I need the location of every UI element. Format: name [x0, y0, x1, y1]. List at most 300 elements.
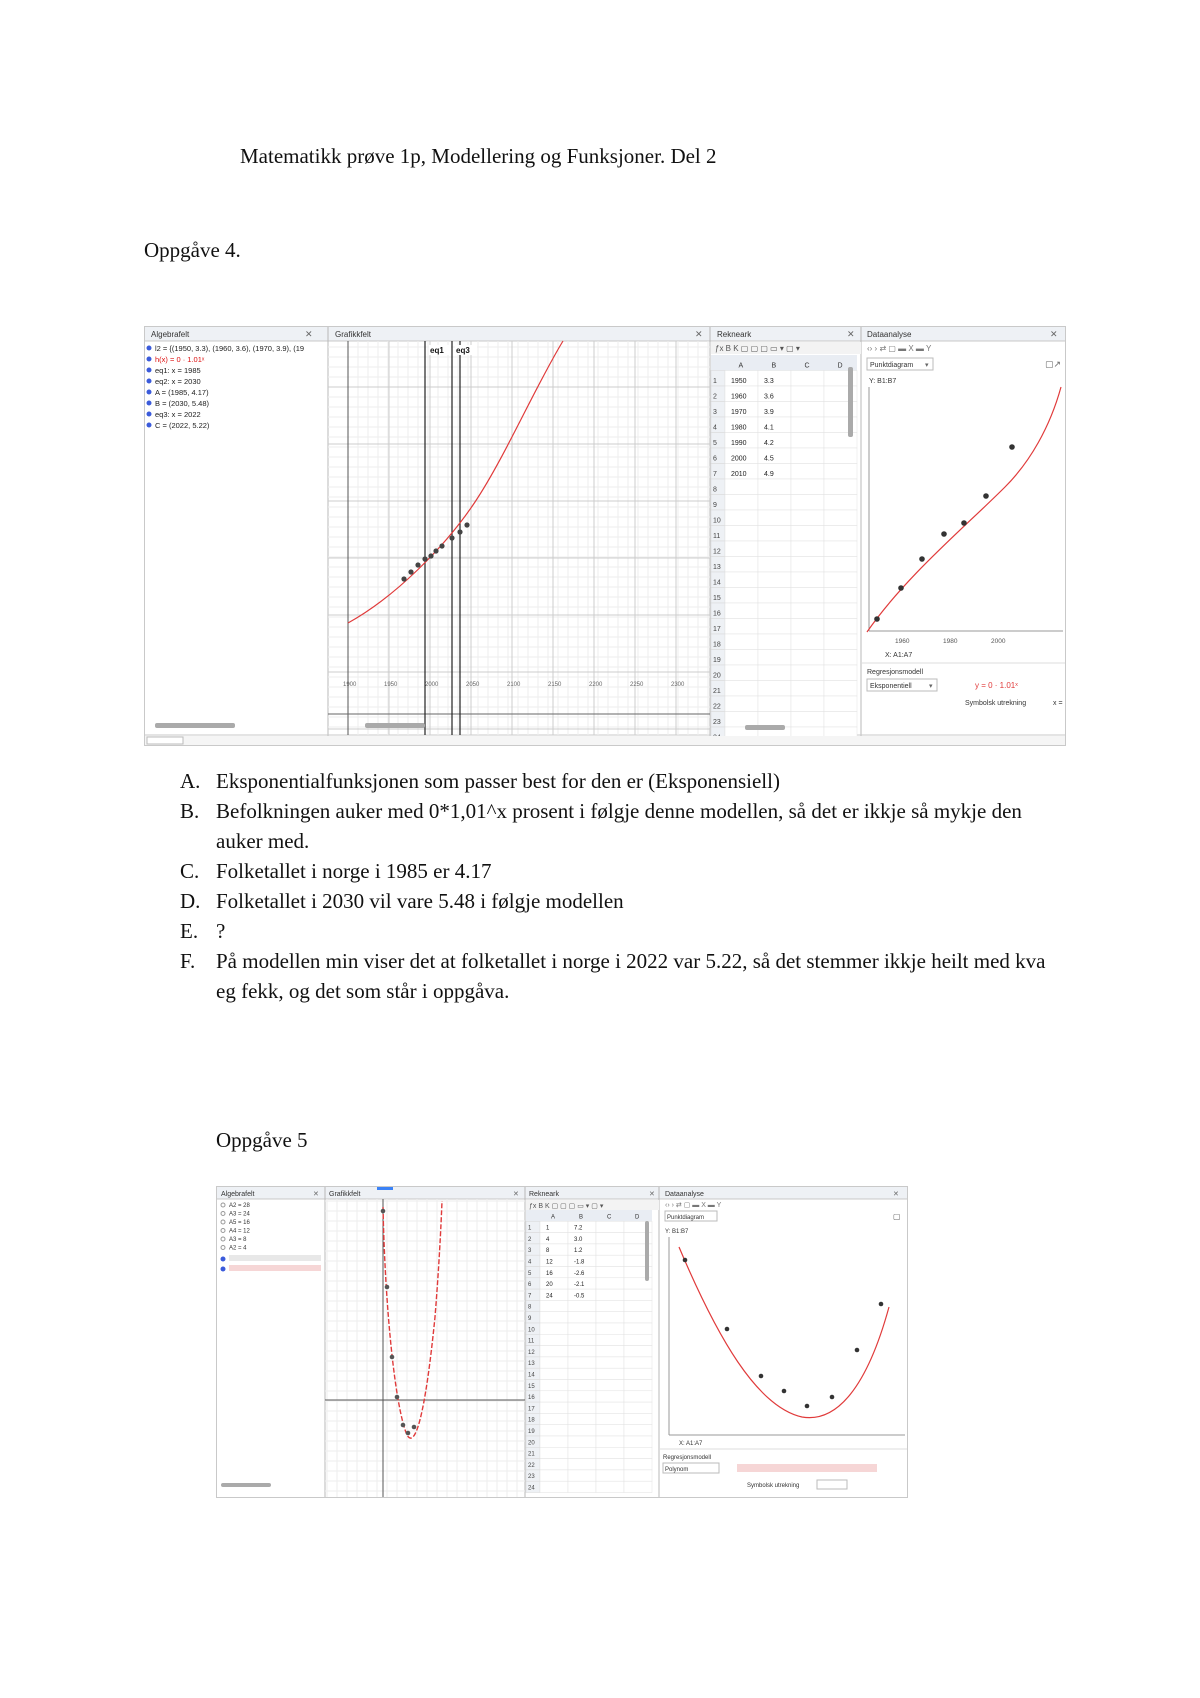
row-header[interactable]: 14 — [528, 1372, 535, 1379]
data-analysis-panel[interactable] — [659, 1191, 907, 1489]
data-point[interactable] — [406, 1431, 411, 1436]
spreadsheet-cell[interactable] — [624, 1425, 652, 1436]
spreadsheet-cell[interactable] — [540, 1447, 568, 1458]
spreadsheet-cell[interactable] — [624, 1368, 652, 1379]
spreadsheet-cell[interactable] — [540, 1300, 568, 1311]
visibility-toggle-icon[interactable] — [221, 1220, 225, 1224]
spreadsheet-cell[interactable] — [725, 510, 758, 526]
row-header[interactable]: 9 — [713, 502, 717, 509]
data-point[interactable] — [439, 543, 444, 548]
spreadsheet-cell[interactable] — [540, 1459, 568, 1470]
spreadsheet-cell[interactable] — [624, 1391, 652, 1402]
spreadsheet-cell[interactable] — [624, 1447, 652, 1458]
toolbar-icons[interactable]: ‹› › ⇄ ▢ ▬ X ▬ Y — [867, 344, 932, 353]
row-header[interactable]: 5 — [713, 440, 717, 447]
algebra-item[interactable]: h(x) = 0 · 1.01ˣ — [155, 355, 205, 364]
spreadsheet-cell[interactable] — [624, 1300, 652, 1311]
spreadsheet-cell[interactable] — [791, 712, 824, 728]
spreadsheet-cell[interactable] — [596, 1323, 624, 1334]
formula-bar-icon[interactable]: ƒx B K ▢ ▢ ▢ ▭ ▾ ▢ ▾ — [715, 344, 800, 353]
spreadsheet-cell[interactable] — [624, 1312, 652, 1323]
visibility-toggle-icon[interactable] — [147, 390, 152, 395]
spreadsheet-cell[interactable] — [824, 495, 857, 511]
spreadsheet-cell[interactable] — [596, 1312, 624, 1323]
data-point[interactable] — [401, 576, 406, 581]
spreadsheet-cell[interactable] — [540, 1380, 568, 1391]
spreadsheet-cell[interactable] — [758, 603, 791, 619]
spreadsheet-cell[interactable] — [791, 526, 824, 542]
spreadsheet-cell[interactable] — [540, 1413, 568, 1424]
algebra-item[interactable]: eq3: x = 2022 — [155, 410, 201, 419]
spreadsheet-cell[interactable] — [568, 1425, 596, 1436]
data-point[interactable] — [830, 1395, 835, 1400]
row-header[interactable]: 4 — [713, 424, 717, 432]
algebra-item[interactable]: A2 = 4 — [229, 1245, 247, 1252]
row-header[interactable]: 8 — [713, 486, 717, 494]
spreadsheet-cell[interactable] — [540, 1346, 568, 1357]
spreadsheet-cell[interactable] — [791, 386, 824, 402]
spreadsheet-cell[interactable] — [540, 1278, 568, 1289]
spreadsheet-cell[interactable] — [758, 433, 791, 449]
spreadsheet-cell[interactable] — [568, 1380, 596, 1391]
horizontal-scrollbar[interactable] — [365, 723, 425, 728]
close-icon[interactable]: ✕ — [893, 1191, 899, 1198]
input-bar[interactable] — [147, 737, 183, 744]
visibility-toggle-icon[interactable] — [147, 368, 152, 373]
data-point[interactable] — [412, 1425, 417, 1430]
spreadsheet-cell[interactable] — [725, 603, 758, 619]
spreadsheet-cell[interactable] — [725, 712, 758, 728]
data-point[interactable] — [408, 569, 413, 574]
spreadsheet-cell[interactable] — [758, 665, 791, 681]
export-icon[interactable]: ▢↗ — [1045, 359, 1062, 369]
spreadsheet-cell[interactable] — [596, 1346, 624, 1357]
algebra-item[interactable]: C = (2022, 5.22) — [155, 421, 210, 430]
spreadsheet-cell[interactable] — [824, 650, 857, 666]
spreadsheet-cell[interactable] — [624, 1323, 652, 1334]
spreadsheet-cell[interactable] — [791, 464, 824, 480]
spreadsheet-cell[interactable] — [596, 1447, 624, 1458]
spreadsheet-cell[interactable] — [624, 1380, 652, 1391]
spreadsheet-cell[interactable] — [791, 510, 824, 526]
data-point[interactable] — [457, 529, 462, 534]
spreadsheet-cell[interactable] — [791, 665, 824, 681]
data-point[interactable] — [983, 493, 989, 499]
spreadsheet-cell[interactable] — [596, 1402, 624, 1413]
spreadsheet-cell[interactable] — [596, 1459, 624, 1470]
data-point[interactable] — [879, 1302, 884, 1307]
row-header[interactable]: 24 — [528, 1485, 535, 1492]
regression-function-item[interactable] — [229, 1265, 321, 1271]
data-point[interactable] — [919, 556, 925, 562]
spreadsheet-cell[interactable] — [725, 557, 758, 573]
spreadsheet-cell[interactable] — [540, 1436, 568, 1447]
spreadsheet-cell[interactable] — [596, 1267, 624, 1278]
spreadsheet-cell[interactable] — [540, 1289, 568, 1300]
spreadsheet-cell[interactable] — [791, 433, 824, 449]
spreadsheet-cell[interactable] — [791, 588, 824, 604]
spreadsheet-cell[interactable] — [725, 650, 758, 666]
row-header[interactable]: 22 — [528, 1462, 535, 1469]
spreadsheet-cell[interactable] — [791, 371, 824, 387]
row-header[interactable]: 21 — [528, 1451, 535, 1458]
spreadsheet-cell[interactable] — [568, 1470, 596, 1481]
spreadsheet-cell[interactable] — [596, 1470, 624, 1481]
spreadsheet-cell[interactable] — [758, 634, 791, 650]
toolbar-icons[interactable]: ‹› › ⇄ ▢ ▬ X ▬ Y — [665, 1202, 722, 1209]
row-header[interactable]: 16 — [528, 1395, 535, 1402]
spreadsheet-cell[interactable] — [758, 681, 791, 697]
row-header[interactable]: 10 — [528, 1327, 535, 1334]
row-header[interactable]: 15 — [528, 1383, 535, 1390]
export-icon[interactable]: ▢ — [893, 1212, 901, 1221]
row-header[interactable]: 2 — [713, 393, 717, 401]
spreadsheet-cell[interactable] — [758, 696, 791, 712]
spreadsheet-cell[interactable] — [568, 1357, 596, 1368]
spreadsheet-cell[interactable] — [596, 1334, 624, 1345]
spreadsheet-cell[interactable] — [758, 386, 791, 402]
row-header[interactable]: 6 — [528, 1282, 532, 1289]
visibility-toggle-icon[interactable] — [147, 423, 152, 428]
vertical-scrollbar[interactable] — [645, 1221, 649, 1281]
row-header[interactable]: 19 — [528, 1429, 535, 1435]
plot-type-select[interactable]: Punktdiagram — [667, 1215, 705, 1221]
algebra-item[interactable]: A3 = 8 — [229, 1237, 247, 1243]
row-header[interactable]: 21 — [713, 688, 721, 695]
regression-model-select[interactable]: Eksponentiell — [870, 683, 912, 690]
visibility-toggle-icon[interactable] — [221, 1229, 225, 1233]
symbolic-input[interactable] — [817, 1480, 847, 1489]
column-header[interactable]: C — [607, 1214, 612, 1221]
spreadsheet-cell[interactable] — [568, 1368, 596, 1379]
algebra-panel[interactable] — [147, 329, 313, 728]
row-header[interactable]: 6 — [713, 455, 717, 463]
spreadsheet-cell[interactable] — [624, 1436, 652, 1447]
regression-model-select[interactable]: Polynom — [665, 1467, 689, 1473]
spreadsheet-cell[interactable] — [624, 1481, 652, 1492]
spreadsheet-cell[interactable] — [791, 495, 824, 511]
spreadsheet-cell[interactable] — [540, 1255, 568, 1266]
spreadsheet-cell[interactable] — [596, 1244, 624, 1255]
visibility-toggle-icon[interactable] — [147, 346, 152, 351]
spreadsheet-cell[interactable] — [824, 588, 857, 604]
regression-curve[interactable] — [867, 387, 1061, 632]
spreadsheet-cell[interactable] — [791, 402, 824, 418]
spreadsheet-cell[interactable] — [791, 448, 824, 464]
spreadsheet-cell[interactable] — [568, 1413, 596, 1424]
spreadsheet-cell[interactable] — [758, 557, 791, 573]
spreadsheet-cell[interactable] — [791, 681, 824, 697]
data-point[interactable] — [759, 1374, 764, 1379]
spreadsheet-cell[interactable] — [568, 1402, 596, 1413]
spreadsheet-cell[interactable] — [758, 650, 791, 666]
row-header[interactable]: 5 — [528, 1270, 532, 1277]
spreadsheet-cell[interactable] — [596, 1425, 624, 1436]
spreadsheet-cell[interactable] — [758, 712, 791, 728]
spreadsheet-cell[interactable] — [596, 1380, 624, 1391]
row-header[interactable]: 11 — [713, 533, 721, 540]
spreadsheet-cell[interactable] — [568, 1391, 596, 1402]
close-icon[interactable]: ✕ — [1050, 329, 1058, 339]
spreadsheet-cell[interactable] — [758, 541, 791, 557]
spreadsheet-cell[interactable] — [540, 1312, 568, 1323]
row-header[interactable]: 19 — [713, 657, 721, 664]
spreadsheet-cell[interactable] — [791, 572, 824, 588]
row-header[interactable]: 1 — [528, 1225, 532, 1232]
row-header[interactable]: 8 — [528, 1304, 532, 1311]
spreadsheet-cell[interactable] — [758, 526, 791, 542]
row-header[interactable]: 16 — [713, 610, 721, 618]
spreadsheet-cell[interactable] — [758, 572, 791, 588]
spreadsheet-cell[interactable] — [725, 681, 758, 697]
row-header[interactable]: 20 — [528, 1440, 535, 1447]
spreadsheet-cell[interactable] — [540, 1481, 568, 1492]
spreadsheet-cell[interactable] — [758, 510, 791, 526]
column-header[interactable]: D — [635, 1214, 640, 1221]
symbolic-value[interactable]: x = — [1053, 700, 1063, 707]
close-icon[interactable]: ✕ — [649, 1191, 655, 1198]
spreadsheet-cell[interactable] — [725, 495, 758, 511]
horizontal-scrollbar[interactable] — [745, 725, 785, 730]
spreadsheet-cell[interactable] — [568, 1447, 596, 1458]
spreadsheet-cell[interactable] — [540, 1402, 568, 1413]
spreadsheet-cell[interactable] — [758, 371, 791, 387]
spreadsheet-cell[interactable] — [824, 665, 857, 681]
row-header[interactable]: 2 — [528, 1236, 532, 1243]
row-header[interactable]: 9 — [528, 1316, 532, 1322]
row-header[interactable]: 7 — [713, 471, 717, 478]
spreadsheet-cell[interactable] — [596, 1233, 624, 1244]
algebra-item[interactable]: l2 = {(1950, 3.3), (1960, 3.6), (1970, 3.9), (19 — [155, 344, 305, 353]
visibility-toggle-icon[interactable] — [147, 401, 152, 406]
spreadsheet-cell[interactable] — [540, 1323, 568, 1334]
spreadsheet-cell[interactable] — [624, 1413, 652, 1424]
spreadsheet-cell[interactable] — [624, 1470, 652, 1481]
spreadsheet-cell[interactable] — [596, 1278, 624, 1289]
spreadsheet-cell[interactable] — [725, 619, 758, 635]
row-header[interactable]: 17 — [528, 1406, 535, 1413]
row-header[interactable]: 13 — [528, 1361, 535, 1368]
spreadsheet-cell[interactable] — [758, 464, 791, 480]
spreadsheet-cell[interactable] — [824, 619, 857, 635]
spreadsheet-cell[interactable] — [568, 1459, 596, 1470]
spreadsheet-cell[interactable] — [568, 1334, 596, 1345]
algebra-item[interactable]: A = (1985, 4.17) — [155, 388, 209, 397]
graphics-panel[interactable] — [328, 329, 710, 735]
horizontal-scrollbar[interactable] — [221, 1483, 271, 1487]
data-point[interactable] — [683, 1258, 688, 1263]
spreadsheet-cell[interactable] — [791, 603, 824, 619]
column-header[interactable]: B — [579, 1214, 584, 1221]
data-point[interactable] — [449, 535, 454, 540]
parabola-curve[interactable] — [383, 1201, 442, 1438]
data-point[interactable] — [381, 1209, 386, 1214]
spreadsheet-cell[interactable] — [758, 588, 791, 604]
spreadsheet-cell[interactable] — [758, 495, 791, 511]
spreadsheet-cell[interactable] — [791, 650, 824, 666]
spreadsheet-cell[interactable] — [540, 1391, 568, 1402]
data-point[interactable] — [385, 1285, 390, 1290]
spreadsheet-cell[interactable] — [596, 1300, 624, 1311]
spreadsheet-cell[interactable] — [596, 1391, 624, 1402]
algebra-item[interactable]: A4 = 12 — [229, 1228, 250, 1235]
spreadsheet-cell[interactable] — [568, 1300, 596, 1311]
algebra-item[interactable]: A5 = 16 — [229, 1220, 250, 1226]
data-point[interactable] — [422, 556, 427, 561]
column-header[interactable]: C — [804, 362, 810, 370]
spreadsheet-cell[interactable] — [758, 448, 791, 464]
spreadsheet-cell[interactable] — [791, 541, 824, 557]
column-header[interactable]: A — [738, 362, 744, 370]
spreadsheet-cell[interactable] — [824, 448, 857, 464]
row-header[interactable]: 17 — [713, 626, 721, 633]
spreadsheet-cell[interactable] — [758, 479, 791, 495]
data-point[interactable] — [941, 531, 947, 537]
data-point[interactable] — [855, 1348, 860, 1353]
spreadsheet-cell[interactable] — [568, 1346, 596, 1357]
formula-bar-icon[interactable]: ƒx B K ▢ ▢ ▢ ▭ ▾ ▢ ▾ — [529, 1203, 604, 1210]
spreadsheet-cell[interactable] — [540, 1357, 568, 1368]
spreadsheet-cell[interactable] — [758, 402, 791, 418]
data-point[interactable] — [395, 1395, 400, 1400]
spreadsheet-cell[interactable] — [824, 557, 857, 573]
spreadsheet-cell[interactable] — [824, 526, 857, 542]
spreadsheet-cell[interactable] — [791, 634, 824, 650]
row-header[interactable]: 3 — [528, 1248, 532, 1255]
spreadsheet-cell[interactable] — [624, 1346, 652, 1357]
row-header[interactable]: 14 — [713, 579, 721, 587]
data-point[interactable] — [961, 520, 967, 526]
spreadsheet-cell[interactable] — [624, 1357, 652, 1368]
visibility-toggle-icon[interactable] — [147, 412, 152, 417]
algebra-item[interactable]: eq2: x = 2030 — [155, 377, 201, 386]
row-header[interactable]: 3 — [713, 409, 717, 416]
spreadsheet-cell[interactable] — [824, 712, 857, 728]
spreadsheet-panel[interactable] — [711, 329, 861, 743]
column-header[interactable]: B — [771, 362, 777, 370]
algebra-item[interactable]: eq1: x = 1985 — [155, 366, 201, 375]
spreadsheet-cell[interactable] — [725, 696, 758, 712]
algebra-item[interactable]: A3 = 24 — [229, 1211, 250, 1218]
spreadsheet-cell[interactable] — [758, 619, 791, 635]
spreadsheet-cell[interactable] — [624, 1334, 652, 1345]
data-point[interactable] — [1009, 444, 1015, 450]
spreadsheet-cell[interactable] — [824, 510, 857, 526]
row-header[interactable]: 22 — [713, 703, 721, 711]
column-header[interactable]: A — [551, 1214, 556, 1221]
close-icon[interactable]: ✕ — [305, 329, 313, 339]
row-header[interactable]: 15 — [713, 595, 721, 602]
spreadsheet-cell[interactable] — [725, 588, 758, 604]
data-point[interactable] — [428, 553, 433, 558]
visibility-toggle-icon[interactable] — [147, 379, 152, 384]
spreadsheet-cell[interactable] — [596, 1221, 624, 1232]
spreadsheet-cell[interactable] — [540, 1221, 568, 1232]
visibility-toggle-icon[interactable] — [221, 1237, 225, 1241]
spreadsheet-cell[interactable] — [624, 1459, 652, 1470]
row-header[interactable]: 20 — [713, 672, 721, 680]
spreadsheet-cell[interactable] — [596, 1255, 624, 1266]
column-header[interactable]: D — [837, 362, 843, 370]
spreadsheet-cell[interactable] — [725, 479, 758, 495]
spreadsheet-panel[interactable] — [526, 1191, 659, 1493]
spreadsheet-cell[interactable] — [540, 1233, 568, 1244]
data-point[interactable] — [390, 1355, 395, 1360]
algebra-item[interactable]: B = (2030, 5.48) — [155, 399, 209, 408]
spreadsheet-cell[interactable] — [540, 1368, 568, 1379]
close-icon[interactable]: ✕ — [513, 1191, 519, 1198]
spreadsheet-cell[interactable] — [568, 1323, 596, 1334]
data-point[interactable] — [805, 1404, 810, 1409]
data-analysis-panel[interactable] — [861, 329, 1065, 707]
row-header[interactable]: 4 — [528, 1259, 532, 1266]
data-point[interactable] — [725, 1327, 730, 1332]
data-point[interactable] — [898, 585, 904, 591]
exponential-curve[interactable] — [348, 341, 563, 623]
row-header[interactable]: 12 — [713, 548, 721, 556]
spreadsheet-cell[interactable] — [824, 603, 857, 619]
spreadsheet-cell[interactable] — [791, 696, 824, 712]
row-header[interactable]: 12 — [528, 1349, 535, 1356]
vertical-scrollbar[interactable] — [848, 367, 853, 437]
close-icon[interactable]: ✕ — [313, 1191, 319, 1198]
spreadsheet-cell[interactable] — [540, 1267, 568, 1278]
data-point[interactable] — [874, 616, 880, 622]
row-header[interactable]: 10 — [713, 517, 721, 525]
spreadsheet-cell[interactable] — [824, 464, 857, 480]
row-header[interactable]: 23 — [713, 719, 721, 726]
data-point[interactable] — [433, 548, 438, 553]
spreadsheet-cell[interactable] — [725, 634, 758, 650]
spreadsheet-cell[interactable] — [791, 619, 824, 635]
spreadsheet-cell[interactable] — [824, 572, 857, 588]
spreadsheet-cell[interactable] — [568, 1481, 596, 1492]
visibility-toggle-icon[interactable] — [147, 357, 152, 362]
spreadsheet-cell[interactable] — [596, 1413, 624, 1424]
spreadsheet-cell[interactable] — [725, 572, 758, 588]
spreadsheet-cell[interactable] — [824, 696, 857, 712]
spreadsheet-cell[interactable] — [540, 1470, 568, 1481]
row-header[interactable]: 11 — [528, 1338, 535, 1345]
data-point[interactable] — [782, 1389, 787, 1394]
spreadsheet-cell[interactable] — [568, 1312, 596, 1323]
spreadsheet-cell[interactable] — [791, 557, 824, 573]
spreadsheet-cell[interactable] — [596, 1436, 624, 1447]
row-header[interactable]: 1 — [713, 378, 717, 385]
spreadsheet-cell[interactable] — [791, 417, 824, 433]
data-point[interactable] — [415, 562, 420, 567]
spreadsheet-cell[interactable] — [624, 1289, 652, 1300]
row-header[interactable]: 7 — [528, 1293, 532, 1300]
visibility-toggle-icon[interactable] — [221, 1203, 225, 1207]
spreadsheet-cell[interactable] — [824, 541, 857, 557]
spreadsheet-cell[interactable] — [568, 1436, 596, 1447]
spreadsheet-cell[interactable] — [791, 479, 824, 495]
horizontal-scrollbar[interactable] — [155, 723, 235, 728]
graphics-panel[interactable] — [325, 1191, 525, 1497]
spreadsheet-cell[interactable] — [725, 541, 758, 557]
visibility-toggle-icon[interactable] — [221, 1246, 225, 1250]
spreadsheet-cell[interactable] — [540, 1425, 568, 1436]
spreadsheet-cell[interactable] — [540, 1244, 568, 1255]
spreadsheet-cell[interactable] — [596, 1289, 624, 1300]
row-header[interactable]: 23 — [528, 1474, 535, 1481]
spreadsheet-cell[interactable] — [596, 1368, 624, 1379]
spreadsheet-cell[interactable] — [624, 1402, 652, 1413]
algebra-panel[interactable] — [221, 1191, 322, 1487]
spreadsheet-cell[interactable] — [725, 665, 758, 681]
spreadsheet-cell[interactable] — [758, 417, 791, 433]
